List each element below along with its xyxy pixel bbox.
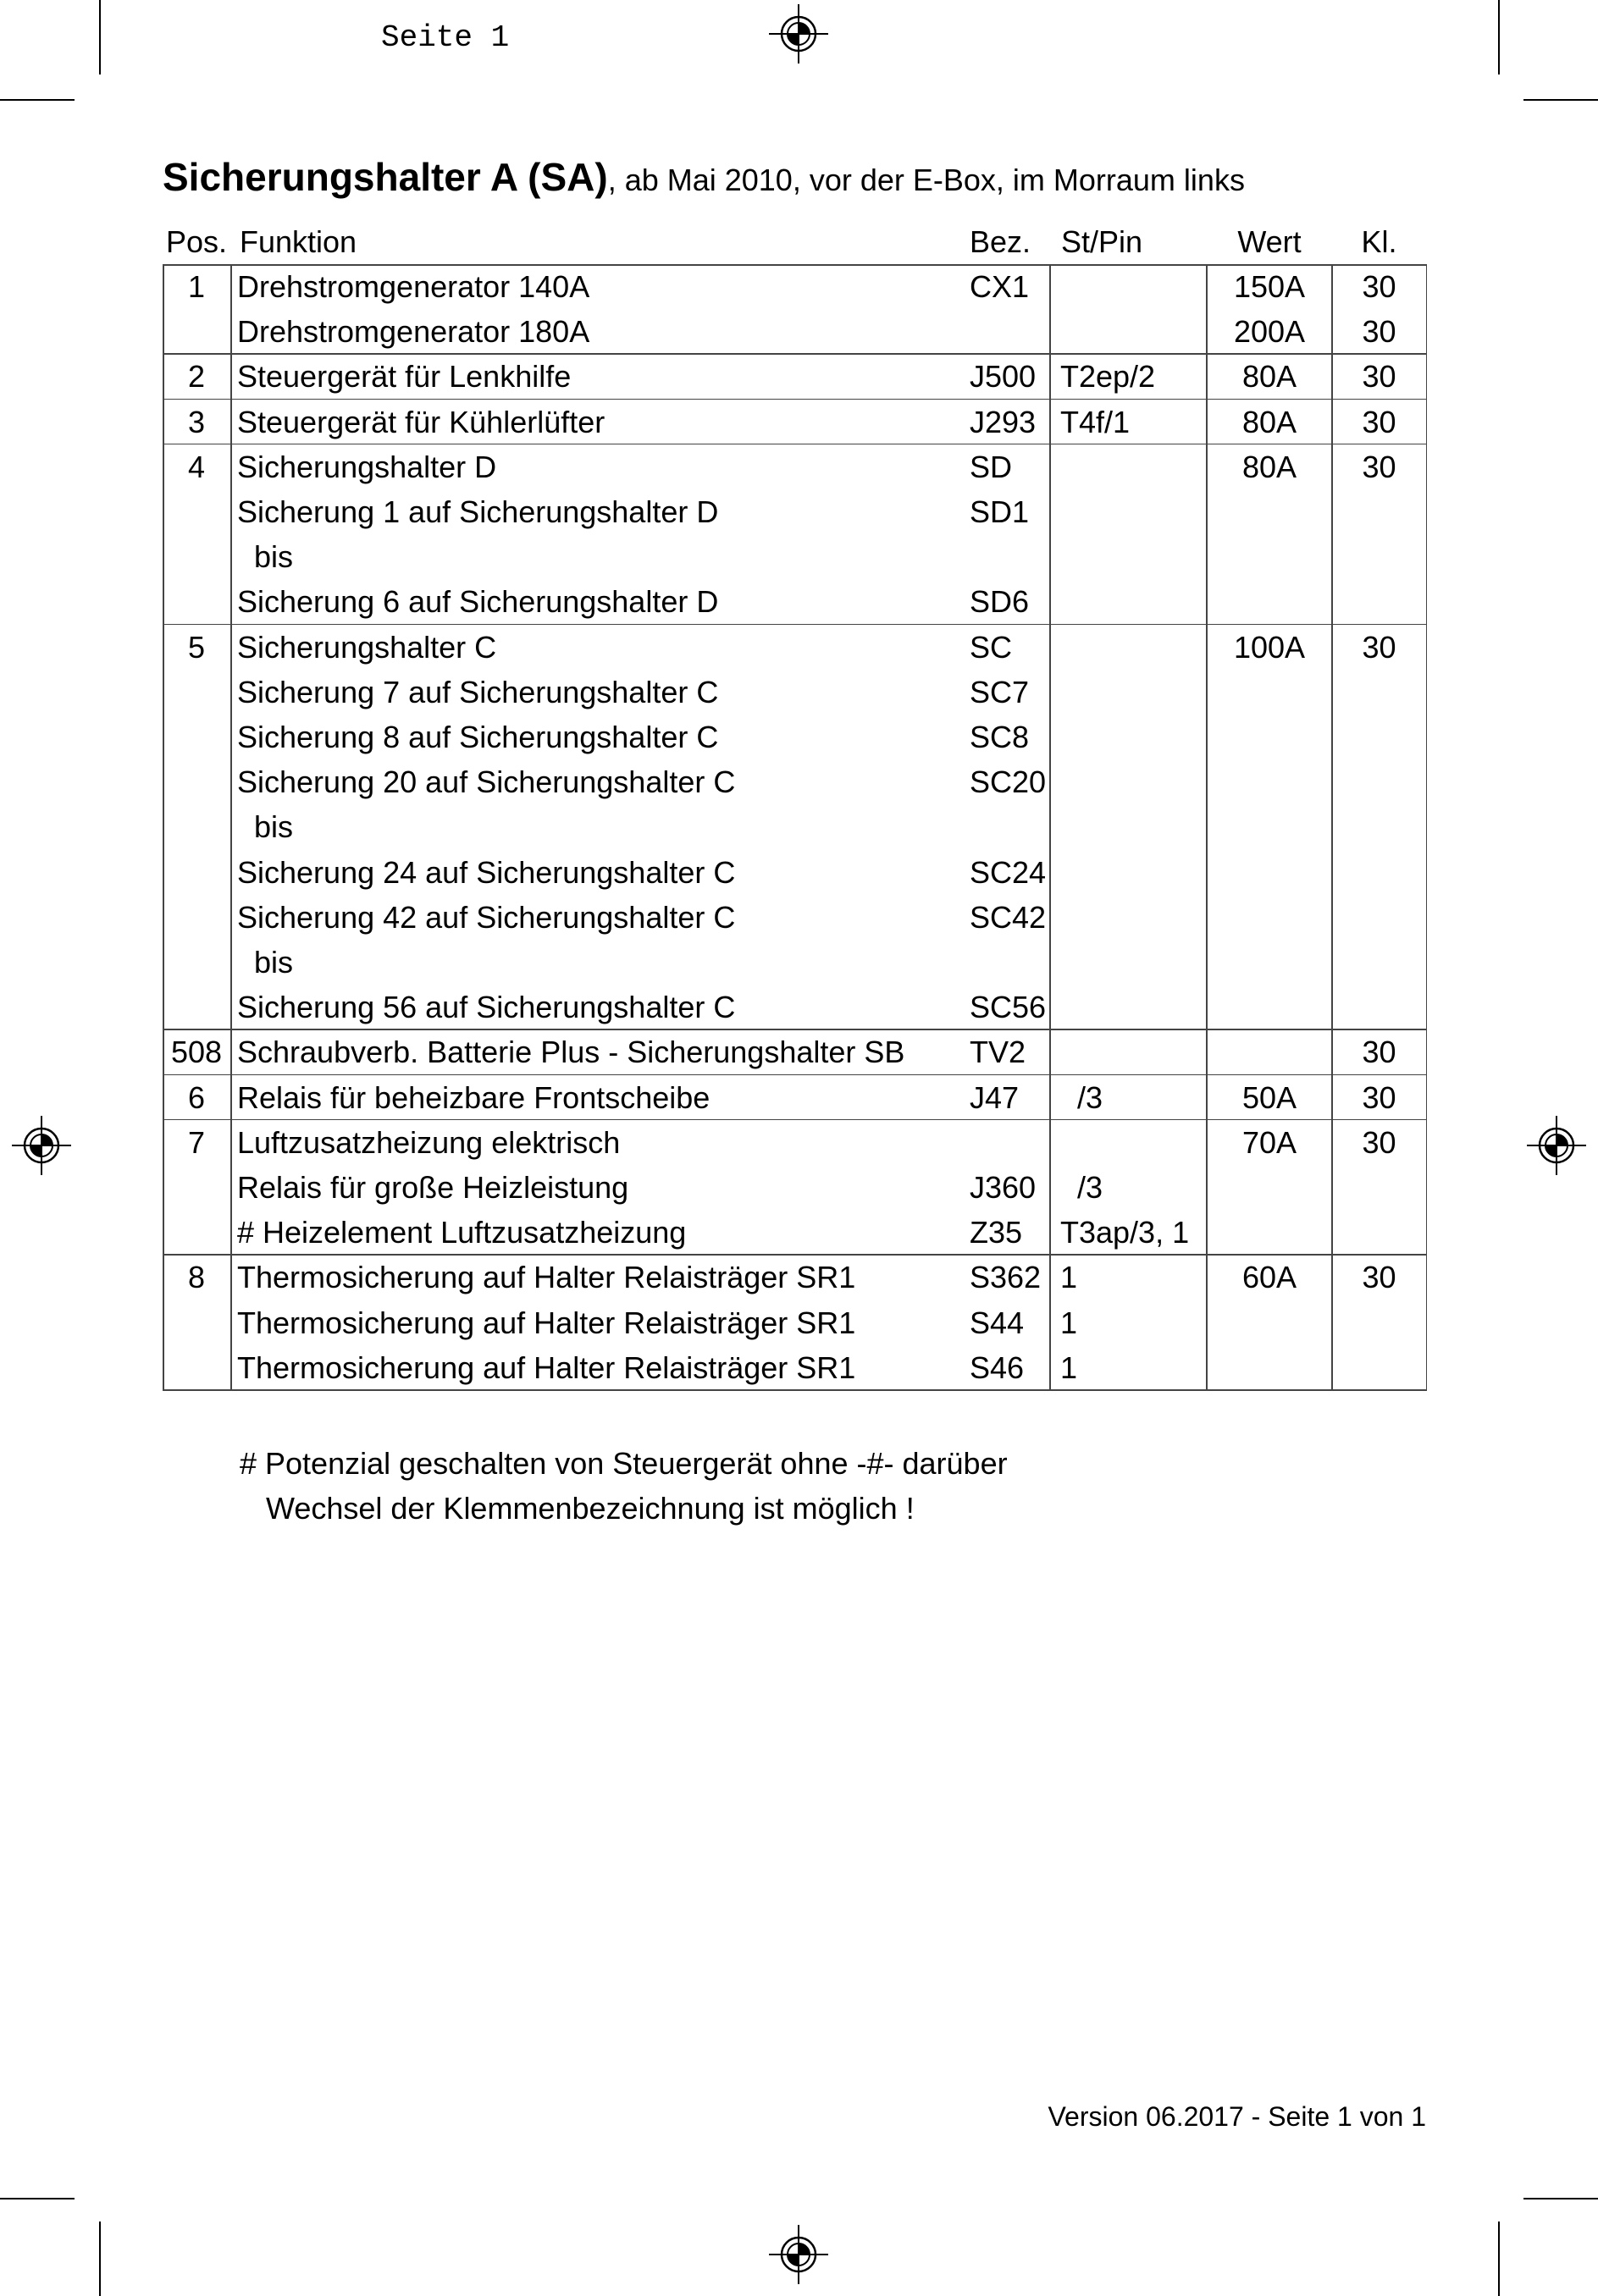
registration-mark-icon [1527, 1116, 1586, 1175]
cell-funktion: bis [237, 809, 294, 845]
column-header-bez: Bez. [970, 224, 1031, 259]
cell-kl: 30 [1362, 1079, 1396, 1115]
cell-pos: 7 [187, 1124, 206, 1160]
cell-bez: SD [970, 449, 1013, 484]
column-divider [230, 264, 232, 1390]
cell-pin: T3ap/3, 1 [1060, 1215, 1190, 1250]
cell-bez: SC24 [970, 854, 1047, 890]
cell-bez: J360 [970, 1170, 1037, 1205]
cell-bez: TV2 [970, 1035, 1026, 1070]
crop-mark [1523, 99, 1598, 101]
cell-pin: T4f/1 [1060, 404, 1131, 439]
cell-bez: S46 [970, 1349, 1025, 1385]
cell-funktion: Steuergerät für Kühlerlüfter [237, 404, 605, 439]
cell-kl: 30 [1362, 1260, 1396, 1295]
cell-pos: 6 [187, 1079, 206, 1115]
cell-funktion: bis [237, 539, 294, 575]
footnote-line-2: Wechsel der Klemmenbezeichnung ist möglich ! [266, 1491, 915, 1526]
cell-wert: 50A [1241, 1079, 1297, 1115]
cell-funktion: Drehstromgenerator 180A [237, 314, 590, 350]
cell-kl: 30 [1362, 269, 1396, 304]
cell-bez: S362 [970, 1260, 1042, 1295]
row-divider [163, 353, 1427, 355]
footnote-line-1: # Potenzial geschalten von Steuergerät ohne -#- darüber [240, 1446, 1008, 1481]
cell-bez: S44 [970, 1305, 1025, 1340]
cell-funktion: Sicherung 8 auf Sicherungshalter C [237, 720, 719, 754]
cell-funktion: Sicherungshalter D [237, 449, 497, 484]
cell-kl: 30 [1362, 404, 1396, 439]
cell-pin: 1 [1060, 1305, 1078, 1340]
cell-funktion: Thermosicherung auf Halter Relaisträger SR1 [237, 1260, 856, 1295]
crop-mark [99, 2221, 101, 2296]
cell-bez: SC8 [970, 720, 1030, 754]
cell-funktion: Sicherung 42 auf Sicherungshalter C [237, 899, 736, 935]
cell-bez: SC [970, 629, 1013, 665]
title-subtitle: , ab Mai 2010, vor der E-Box, im Morraum links [607, 163, 1245, 197]
cell-bez: J500 [970, 359, 1037, 395]
crop-mark [99, 0, 101, 75]
row-divider [163, 1029, 1427, 1030]
row-divider [163, 399, 1427, 400]
cell-kl: 30 [1362, 449, 1396, 484]
cell-pos: 1 [187, 269, 206, 304]
cell-kl: 30 [1362, 1124, 1396, 1160]
cell-pos: 5 [187, 629, 206, 665]
cell-pin: 1 [1060, 1260, 1078, 1295]
cell-pos: 3 [187, 404, 206, 439]
version-footer: Version 06.2017 - Seite 1 von 1 [1048, 2101, 1426, 2132]
crop-mark [1498, 2221, 1500, 2296]
cell-kl: 30 [1362, 629, 1396, 665]
cell-pin: /3 [1060, 1079, 1103, 1115]
cell-pin: 1 [1060, 1349, 1078, 1385]
cell-pos: 508 [170, 1035, 223, 1070]
cell-funktion: Sicherung 6 auf Sicherungshalter D [237, 584, 719, 620]
row-divider [163, 1119, 1427, 1121]
cell-funktion: Schraubverb. Batterie Plus - Sicherungshalter SB [237, 1035, 905, 1070]
column-header-pos: Pos. [166, 224, 228, 259]
cell-funktion: Relais für große Heizleistung [237, 1170, 629, 1205]
cell-wert: 100A [1233, 629, 1306, 665]
cell-wert: 80A [1241, 359, 1297, 395]
registration-mark-icon [12, 1116, 71, 1175]
crop-mark [1523, 2198, 1598, 2199]
page-label: Seite 1 [381, 20, 510, 55]
crop-mark [0, 99, 75, 101]
cell-wert: 150A [1233, 269, 1306, 304]
fuse-table [163, 264, 1427, 1390]
cell-bez: SC7 [970, 674, 1030, 709]
column-divider [1331, 264, 1333, 1390]
crop-mark [0, 2198, 75, 2199]
cell-funktion: # Heizelement Luftzusatzheizung [237, 1215, 687, 1250]
cell-bez: SC20 [970, 764, 1047, 800]
cell-funktion: Sicherung 24 auf Sicherungshalter C [237, 854, 736, 890]
column-header-kl: Kl. [1361, 224, 1397, 259]
column-divider [1049, 264, 1051, 1390]
cell-funktion: Sicherung 20 auf Sicherungshalter C [237, 764, 736, 800]
cell-funktion: Sicherungshalter C [237, 629, 497, 665]
cell-wert: 70A [1241, 1124, 1297, 1160]
cell-bez: Z35 [970, 1215, 1023, 1250]
cell-funktion: Drehstromgenerator 140A [237, 269, 590, 304]
row-divider [163, 624, 1427, 626]
cell-bez: SD1 [970, 494, 1030, 529]
cell-funktion: Steuergerät für Lenkhilfe [237, 359, 572, 395]
cell-pos: 4 [187, 449, 206, 484]
row-divider [163, 1254, 1427, 1256]
cell-kl: 30 [1362, 359, 1396, 395]
cell-wert: 80A [1241, 449, 1297, 484]
cell-bez: CX1 [970, 269, 1030, 304]
cell-bez: SC42 [970, 899, 1047, 935]
cell-wert: 60A [1241, 1260, 1297, 1295]
registration-mark-icon [769, 4, 828, 63]
registration-mark-icon [769, 2225, 828, 2284]
cell-bez: J47 [970, 1079, 1020, 1115]
cell-wert: 200A [1233, 314, 1306, 350]
column-divider [163, 264, 164, 1390]
cell-funktion: Sicherung 56 auf Sicherungshalter C [237, 990, 736, 1025]
row-divider [163, 1074, 1427, 1076]
cell-kl: 30 [1362, 314, 1396, 350]
cell-funktion: Sicherung 7 auf Sicherungshalter C [237, 674, 719, 709]
cell-funktion: Luftzusatzheizung elektrisch [237, 1124, 621, 1160]
cell-pin: /3 [1060, 1170, 1103, 1205]
cell-funktion: bis [237, 945, 294, 980]
column-divider [1426, 264, 1428, 1390]
column-header-wert: Wert [1237, 224, 1302, 259]
cell-wert: 80A [1241, 404, 1297, 439]
crop-mark [1498, 0, 1500, 75]
cell-pos: 8 [187, 1260, 206, 1295]
cell-pos: 2 [187, 359, 206, 395]
cell-funktion: Thermosicherung auf Halter Relaisträger SR1 [237, 1305, 856, 1340]
cell-bez: SC56 [970, 990, 1047, 1025]
cell-pin: T2ep/2 [1060, 359, 1156, 395]
cell-kl: 30 [1362, 1035, 1396, 1070]
row-divider [163, 264, 1427, 266]
cell-funktion: Thermosicherung auf Halter Relaisträger SR1 [237, 1349, 856, 1385]
row-divider [163, 444, 1427, 445]
cell-funktion: Sicherung 1 auf Sicherungshalter D [237, 494, 719, 529]
column-header-pin: St/Pin [1061, 224, 1143, 259]
page-title [163, 154, 1245, 200]
column-divider [1206, 264, 1208, 1390]
cell-bez: SD6 [970, 584, 1030, 620]
column-header-funktion: Funktion [240, 224, 357, 259]
cell-funktion: Relais für beheizbare Frontscheibe [237, 1079, 711, 1115]
row-divider [163, 1389, 1427, 1391]
cell-bez: J293 [970, 404, 1037, 439]
title-main: Sicherungshalter A (SA) [163, 155, 608, 199]
